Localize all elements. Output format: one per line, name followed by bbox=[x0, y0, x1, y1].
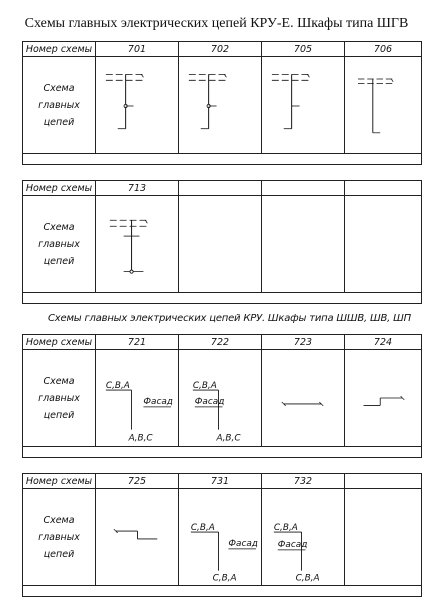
phase-label-bottom: С,В,А bbox=[212, 573, 237, 584]
scheme-number: 721 bbox=[96, 335, 179, 349]
scheme-table-1 bbox=[22, 41, 422, 165]
scheme-diagram-706 bbox=[345, 57, 421, 153]
diagram-713 bbox=[96, 196, 178, 292]
row-label-line: Схема bbox=[43, 514, 75, 526]
diagram-731 bbox=[179, 489, 261, 585]
row-label bbox=[23, 196, 96, 292]
row-label-line: Схема bbox=[43, 375, 75, 387]
row-label-line: цепей bbox=[43, 548, 75, 560]
table-body-row bbox=[23, 489, 421, 586]
header-label: Номер схемы bbox=[23, 335, 96, 349]
scheme-diagram-713 bbox=[96, 196, 179, 292]
row-label bbox=[23, 57, 96, 153]
phase-label-bottom: А,В,С bbox=[216, 433, 241, 444]
row-label bbox=[23, 350, 96, 446]
scheme-cell-empty bbox=[345, 489, 421, 585]
scheme-diagram-725 bbox=[96, 489, 179, 585]
facade-label: Фасад bbox=[277, 539, 308, 550]
table-body-row bbox=[23, 350, 421, 447]
header-label: Номер схемы bbox=[23, 474, 96, 488]
scheme-diagram-723 bbox=[262, 350, 345, 446]
diagram-706 bbox=[345, 57, 421, 153]
diagram-723 bbox=[262, 350, 344, 446]
scheme-diagram-732 bbox=[262, 489, 345, 585]
row-label-line: главных bbox=[38, 99, 80, 111]
scheme-number bbox=[262, 181, 345, 195]
scheme-diagram-705 bbox=[262, 57, 345, 153]
diagram-722 bbox=[179, 350, 261, 446]
facade-label: Фасад bbox=[194, 396, 225, 407]
table-header-row bbox=[23, 42, 421, 57]
scheme-number: 732 bbox=[262, 474, 345, 488]
table-header-row bbox=[23, 474, 421, 489]
section-subtitle: Схемы главных электрических цепей КРУ. Шкафы типа ШШВ, ШВ, ШП bbox=[48, 313, 411, 324]
scheme-number bbox=[345, 474, 421, 488]
scheme-number: 731 bbox=[179, 474, 262, 488]
page-title: Схемы главных электрических цепей КРУ-Е. Шкафы типа ШГВ bbox=[24, 16, 409, 31]
row-label-line: Схема bbox=[43, 82, 75, 94]
row-label-line: цепей bbox=[43, 409, 75, 421]
scheme-table-3 bbox=[22, 334, 422, 458]
row-label-line: цепей bbox=[43, 116, 75, 128]
phase-label-top: С,В,А bbox=[190, 523, 215, 534]
scheme-number: 722 bbox=[179, 335, 262, 349]
table-header-row bbox=[23, 335, 421, 350]
facade-label: Фасад bbox=[228, 538, 258, 549]
diagram-724 bbox=[345, 350, 421, 446]
diagram-702 bbox=[179, 57, 261, 153]
scheme-number: 705 bbox=[262, 42, 345, 56]
scheme-number: 724 bbox=[373, 336, 393, 348]
scheme-diagram-701 bbox=[96, 57, 179, 153]
phase-label-top: С,В,А bbox=[105, 381, 130, 392]
scheme-cell-empty bbox=[179, 196, 262, 292]
facade-label: Фасад bbox=[143, 396, 173, 407]
scheme-diagram-724 bbox=[345, 350, 421, 446]
diagram-732 bbox=[262, 489, 344, 585]
header-label: Номер схемы bbox=[23, 181, 96, 195]
row-label-line: главных bbox=[38, 238, 80, 250]
scheme-number: 706 bbox=[373, 43, 393, 55]
row-label-line: главных bbox=[38, 392, 80, 404]
diagram-701 bbox=[96, 57, 178, 153]
row-label-line: главных bbox=[38, 531, 80, 543]
diagram-705 bbox=[262, 57, 344, 153]
phase-label-top: С,В,А bbox=[273, 523, 298, 534]
table-footer-row bbox=[23, 293, 421, 303]
scheme-table-2 bbox=[22, 180, 422, 304]
scheme-number bbox=[179, 181, 262, 195]
table-footer-row bbox=[23, 586, 421, 596]
diagram-725 bbox=[96, 489, 178, 585]
scheme-number: 702 bbox=[179, 42, 262, 56]
scheme-number: 725 bbox=[96, 474, 179, 488]
scheme-diagram-722 bbox=[179, 350, 262, 446]
scheme-diagram-721 bbox=[96, 350, 179, 446]
phase-label-bottom: А,В,С bbox=[128, 433, 153, 444]
diagram-721 bbox=[96, 350, 178, 446]
scheme-diagram-702 bbox=[179, 57, 262, 153]
footer-cell bbox=[23, 293, 421, 303]
table-header-row bbox=[23, 181, 421, 196]
scheme-cell-empty bbox=[262, 196, 345, 292]
row-label-line: Схема bbox=[43, 221, 75, 233]
footer-cell bbox=[23, 586, 421, 596]
footer-cell bbox=[23, 154, 421, 164]
table-footer-row bbox=[23, 154, 421, 164]
scheme-number bbox=[345, 181, 421, 195]
phase-label-bottom: С,В,А bbox=[295, 573, 320, 584]
scheme-table-4 bbox=[22, 473, 422, 597]
footer-cell bbox=[23, 447, 421, 457]
row-label bbox=[23, 489, 96, 585]
table-body-row bbox=[23, 57, 421, 154]
row-label-line: цепей bbox=[43, 255, 75, 267]
scheme-number: 723 bbox=[262, 335, 345, 349]
table-body-row bbox=[23, 196, 421, 293]
scheme-number: 701 bbox=[96, 42, 179, 56]
table-footer-row bbox=[23, 447, 421, 457]
scheme-diagram-731 bbox=[179, 489, 262, 585]
header-label: Номер схемы bbox=[23, 42, 96, 56]
scheme-number: 713 bbox=[96, 181, 179, 195]
scheme-cell-empty bbox=[345, 196, 421, 292]
phase-label-top: С,В,А bbox=[192, 381, 217, 392]
